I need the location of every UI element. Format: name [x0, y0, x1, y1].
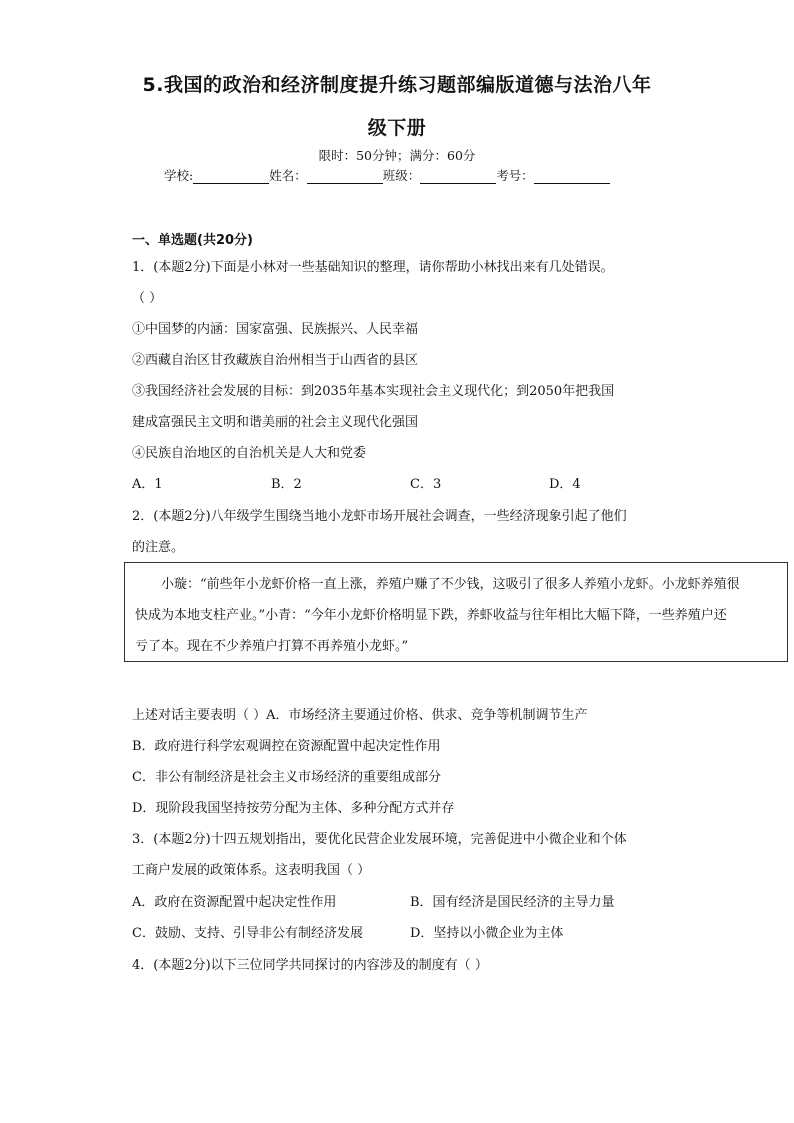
q1-stem-line2: （ ） [132, 291, 163, 306]
student-info-row [164, 166, 610, 184]
section-heading: 一、单选题(共20分) [132, 233, 253, 248]
q1-item-3-line1: ③我国经济社会发展的目标：到2035年基本实现社会主义现代化；到2050年把我国 [132, 384, 615, 399]
time-score-limit: 限时：50分钟；满分：60分 [318, 148, 476, 163]
q2-material-line2: 快成为本地支柱产业。”小青：“今年小龙虾价格明显下跌，养虾收益与往年相比大幅下降，一些养殖户还 [135, 608, 727, 623]
school-label: 学校: [164, 168, 194, 183]
q4-stem-line1: 4．(本题2分)以下三位同学共同探讨的内容涉及的制度有（ ） [132, 958, 488, 973]
q1-item-4: ④民族自治地区的自治机关是人大和党委 [132, 446, 367, 461]
q2-material-line3: 亏了本。现在不少养殖户打算不再养殖小龙虾。” [135, 639, 409, 654]
q2-stem-line1: 2．(本题2分)八年级学生围绕当地小龙虾市场开展社会调查，一些经济现象引起了他们 [132, 509, 627, 524]
q2-material-box [124, 562, 788, 662]
q1-item-3-line2: 建成富强民主文明和谐美丽的社会主义现代化强国 [132, 415, 419, 430]
school-blank[interactable] [193, 170, 269, 184]
document-title-line2: 级下册 [367, 117, 427, 139]
q3-stem-line2: 工商户发展的政策体系。这表明我国（ ） [132, 863, 371, 878]
q3-stem-line1: 3．(本题2分)十四五规划指出，要优化民营企业发展环境，完善促进中小微企业和个体 [132, 832, 627, 847]
class-label: 班级： [382, 168, 421, 183]
name-blank[interactable] [307, 170, 383, 184]
number-label: 考号： [496, 168, 534, 183]
document-title-line1: 5.我国的政治和经济制度提升练习题部编版道德与法治八年 [142, 74, 652, 96]
q1-item-1: ①中国梦的内涵：国家富强、民族振兴、人民幸福 [132, 322, 419, 337]
q1-option-c[interactable]: C．3 [410, 477, 442, 492]
q1-option-d[interactable]: D．4 [549, 477, 581, 492]
q2-stem-line2: 的注意。 [132, 540, 185, 555]
q2-option-d[interactable]: D．现阶段我国坚持按劳分配为主体、多种分配方式并存 [132, 801, 455, 816]
q3-option-b[interactable]: B．国有经济是国民经济的主导力量 [410, 895, 615, 910]
q2-material-line1: 小璇：“前些年小龙虾价格一直上涨，养殖户赚了不少钱，这吸引了很多人养殖小龙虾。小龙虾养殖很 [161, 577, 740, 592]
q3-option-d[interactable]: D．坚持以小微企业为主体 [410, 926, 564, 941]
q2-question-line: 上述对话主要表明（ ）A．市场经济主要通过价格、供求、竞争等机制调节生产 [132, 708, 588, 723]
q3-option-a[interactable]: A．政府在资源配置中起决定性作用 [132, 895, 337, 910]
class-blank[interactable] [420, 170, 496, 184]
q1-option-b[interactable]: B．2 [271, 477, 302, 492]
name-label: 姓名： [269, 168, 307, 183]
number-blank[interactable] [534, 170, 610, 184]
q1-stem-line1: 1．(本题2分)下面是小林对一些基础知识的整理，请你帮助小林找出来有几处错误。 [132, 260, 614, 275]
q1-option-a[interactable]: A．1 [132, 477, 163, 492]
q1-item-2: ②西藏自治区甘孜藏族自治州相当于山西省的县区 [132, 353, 419, 368]
q2-option-b[interactable]: B．政府进行科学宏观调控在资源配置中起决定性作用 [132, 739, 441, 754]
q3-option-c[interactable]: C．鼓励、支持、引导非公有制经济发展 [132, 926, 363, 941]
q2-option-c[interactable]: C．非公有制经济是社会主义市场经济的重要组成部分 [132, 770, 441, 785]
